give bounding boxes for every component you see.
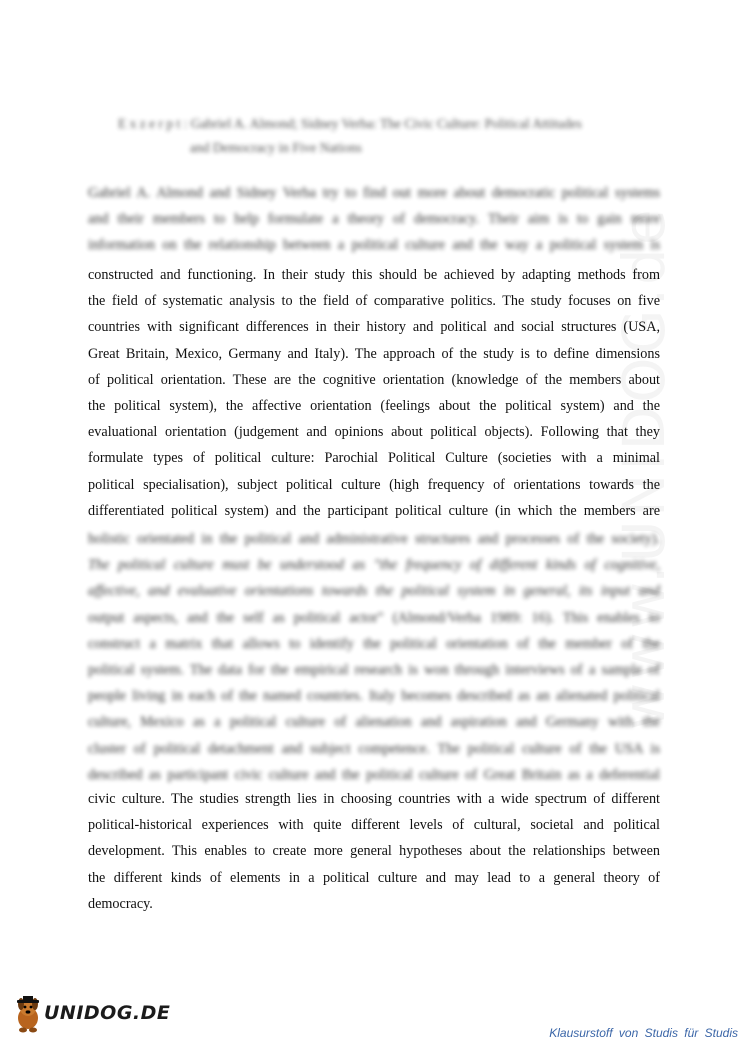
- document-title: [118, 112, 658, 160]
- text-line: civic culture. The studies strength lies in choosing countries with a wide spectrum of different: [88, 791, 660, 807]
- logo-text: UNIDOG.DE: [44, 1002, 171, 1024]
- visible-paragraph-end: [88, 786, 660, 917]
- dog-icon: [14, 996, 46, 1034]
- footer-tagline: Klausurstoff von Studis für Studis: [549, 1026, 738, 1040]
- text-line: cluster of political detachment and subject competence. The political culture of the USA is: [88, 740, 660, 757]
- text-line: output aspects, and the self as political actor" (Almond/Verba 1989: 16). This enables to: [88, 609, 660, 626]
- text-line: formulate types of political culture: Parochial Political Culture (societies with a minimal: [88, 450, 660, 467]
- text-line: democracy.: [88, 895, 153, 912]
- blurred-paragraph-bottom: [88, 526, 660, 788]
- text-line: affective, and evaluative orientations towards the political system in general, its input and: [88, 583, 660, 600]
- text-line: Great Britain, Mexico, Germany and Italy). The approach of the study is to define dimensions: [88, 345, 660, 362]
- text-line: the field of systematic analysis to the field of comparative politics. The study focuses on five: [88, 293, 660, 310]
- title-line-2: and Democracy in Five Nations: [190, 140, 362, 155]
- text-line: the different kinds of elements in a political culture and may lead to a general theory of: [88, 869, 660, 886]
- text-line: development. This enables to create more general hypotheses about the relationships between: [88, 843, 660, 860]
- unidog-logo[interactable]: [14, 996, 171, 1036]
- text-line: people living in each of the named countries. Italy becomes described as an alienated political: [88, 688, 660, 705]
- text-line: construct a matrix that allows to identify the political orientation of the member of the: [88, 635, 660, 652]
- text-line: political-historical experiences with quite different levels of cultural, societal and political: [88, 817, 660, 834]
- text-line: the political system), the affective orientation (feelings about the political system) and the: [88, 398, 660, 415]
- text-line: differentiated political system) and the participant political culture (in which the members are: [88, 502, 660, 519]
- text-line: information on the relationship between a political culture and the way a political system is: [88, 237, 660, 254]
- text-line: described as participant civic culture and the political culture of Great Britain as a deferential: [88, 766, 660, 783]
- visible-paragraph: [88, 262, 660, 524]
- text-line: of political orientation. These are the cognitive orientation (knowledge of the members about: [88, 371, 660, 388]
- text-line: countries with significant differences in their history and political and social structures (USA,: [88, 319, 660, 336]
- blurred-paragraph-top: [88, 180, 660, 259]
- text-line: constructed and functioning. In their study this should be achieved by adapting methods from: [88, 267, 660, 283]
- text-line: evaluational orientation (judgement and opinions about political objects). Following that they: [88, 424, 660, 441]
- text-line: and their members to help formulate a theory of democracy. Their aim is to gain more: [88, 211, 660, 228]
- text-line: culture, Mexico as a political culture of alienation and aspiration and Germany with the: [88, 714, 660, 731]
- text-line: Gabriel A. Almond and Sidney Verba try to find out more about democratic political systems: [88, 185, 660, 201]
- text-line: political system. The data for the empirical research is won through interviews of a sample of: [88, 662, 660, 679]
- title-line-1: E x z e r p t : Gabriel A. Almond; Sidney Verba: The Civic Culture: Political Attitudes: [118, 116, 582, 131]
- text-line: political specialisation), subject political culture (high frequency of orientations towards the: [88, 476, 660, 493]
- text-line: holistic orientated in the political and administrative structures and processes of the society).: [88, 531, 660, 547]
- text-line: The political culture must be understood as "the frequency of different kinds of cognitive,: [88, 557, 660, 574]
